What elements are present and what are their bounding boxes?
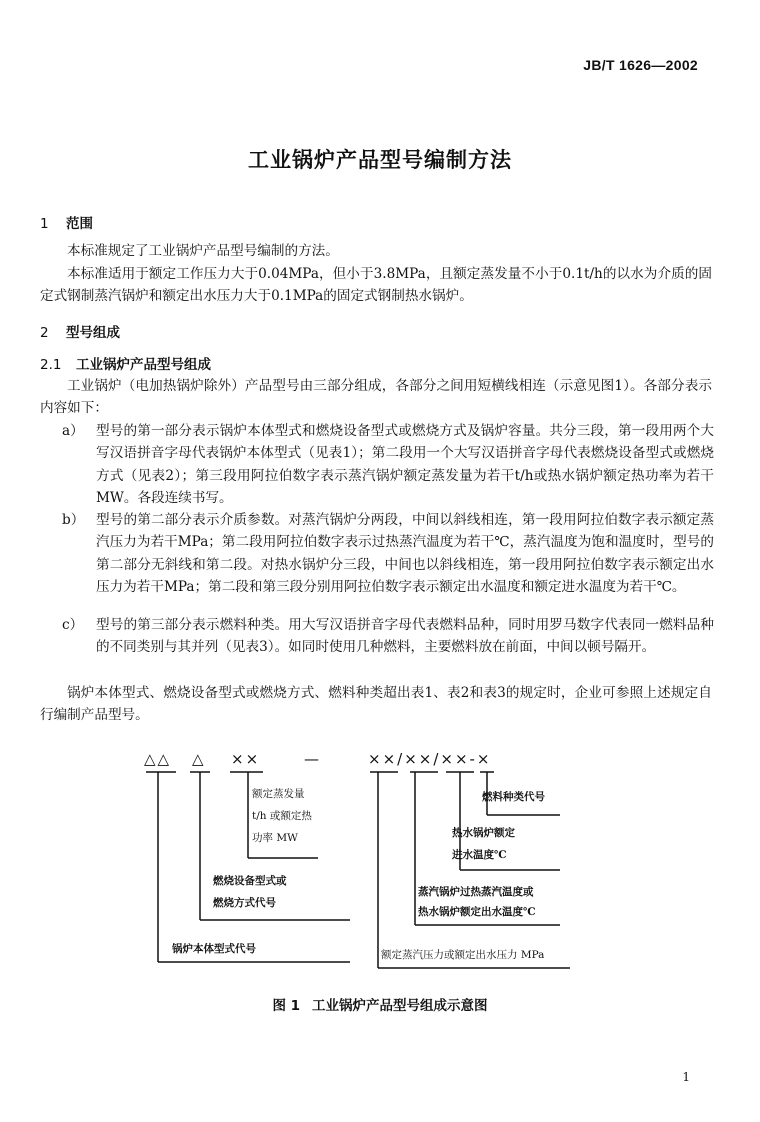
label-capacity — [252, 787, 312, 845]
label-outlet-temp — [418, 885, 536, 919]
figure-1 — [0, 740, 760, 980]
section-number: 1 — [40, 216, 49, 232]
section-title: 型号组成 — [66, 325, 120, 341]
symbol-dash: — — [304, 750, 321, 768]
label-line: 热水锅炉额定出水温度℃ — [418, 906, 536, 918]
symbol-part2: ××/××/××-× — [368, 750, 492, 768]
section-title: 范围 — [66, 216, 93, 232]
section-1-heading — [40, 212, 93, 232]
section-number: 2 — [40, 325, 49, 341]
page-number: 1 — [682, 1070, 690, 1084]
label-line: 额定蒸发量 — [252, 788, 305, 800]
label-combustion — [213, 874, 287, 910]
label-line: 燃烧方式代号 — [213, 897, 276, 909]
subsection-title: 工业锅炉产品型号组成 — [76, 357, 211, 373]
closing-paragraph: 锅炉本体型式、燃烧设备型式或燃烧方式、燃料种类超出表1、表2和表3的规定时，企业可参照上述规定自行编制产品型号。 — [40, 685, 712, 724]
label-line: 蒸汽锅炉过热蒸汽温度或 — [418, 886, 534, 898]
standard-number: JB/T 1626—2002 — [583, 57, 698, 73]
label-inlet-temp — [452, 826, 515, 862]
label-line: 燃烧设备型式或 — [213, 875, 287, 887]
figure-lines — [0, 740, 760, 980]
label-fuel: 燃料种类代号 — [482, 791, 545, 803]
symbol-capacity: ×× — [231, 750, 261, 768]
subsection-2-1-heading — [40, 353, 211, 373]
label-pressure: 额定蒸汽压力或额定出水压力 MPa — [381, 949, 545, 961]
figure-caption — [0, 994, 760, 1014]
list-item-text: 型号的第二部分表示介质参数。对蒸汽锅炉分两段，中间以斜线相连，第一段用阿拉伯数字表示额定蒸汽压力为若干MPa；第二段用阿拉伯数字表示过热蒸汽温度为若干℃，蒸汽温度为饱和温度时，型号的第二部分无斜线和第二段。对热水锅炉分三段，中间也以斜线相连，第一段用阿拉伯数字表示额定出水压力为若干MPa；第二段和第三段分别用阿拉伯数字表示额定出水温度和额定进水温度为若干℃。 — [96, 512, 714, 596]
label-line: 热水锅炉额定 — [452, 827, 515, 839]
label-line: 功率 MW — [252, 832, 298, 844]
label-line: 进水温度℃ — [452, 849, 507, 861]
symbol-combustion: △ — [192, 750, 206, 768]
list-item-a — [62, 420, 714, 510]
intro-paragraph: 工业锅炉（电加热锅炉除外）产品型号由三部分组成，各部分之间用短横线相连（示意见图1）。各部分表示内容如下： — [40, 378, 712, 417]
list-item-b — [62, 509, 714, 599]
list-marker: a） — [62, 423, 84, 439]
symbol-body-type: △△ — [144, 750, 172, 768]
subsection-number: 2.1 — [40, 357, 62, 373]
document-title: 工业锅炉产品型号编制方法 — [248, 148, 512, 172]
list-item-text: 型号的第一部分表示锅炉本体型式和燃烧设备型式或燃烧方式及锅炉容量。共分三段，第一段用两个大写汉语拼音字母代表锅炉本体型式（见表1）；第二段用一个大写汉语拼音字母代表燃烧设备型式或燃烧方式（见表2）；第三段用阿拉伯数字表示蒸汽锅炉额定蒸发量为若干t/h或热水锅炉额定热功率为若干MW。各段连续书写。 — [96, 423, 714, 507]
scope-paragraph-2: 本标准适用于额定工作压力大于0.04MPa，但小于3.8MPa，且额定蒸发量不小于0.1t/h的以水为介质的固定式钢制蒸汽锅炉和额定出水压力大于0.1MPa的固定式钢制热水锅炉。 — [40, 266, 712, 305]
list-item-text: 型号的第三部分表示燃料种类。用大写汉语拼音字母代表燃料品种，同时用罗马数字代表同一燃料品种的不同类别与其并列（见表3）。如同时使用几种燃料，主要燃料放在前面，中间以顿号隔开。 — [96, 617, 714, 656]
label-body-type: 锅炉本体型式代号 — [172, 943, 256, 955]
list-marker: b） — [62, 512, 85, 528]
figure-caption-text: 工业锅炉产品型号组成示意图 — [312, 998, 488, 1014]
scope-paragraph-1: 本标准规定了工业锅炉产品型号编制的方法。 — [67, 243, 339, 259]
figure-number: 图 1 — [272, 998, 301, 1014]
label-line: t/h 或额定热 — [252, 810, 312, 822]
section-2-heading — [40, 321, 120, 341]
list-item-c — [62, 614, 714, 659]
list-marker: c） — [62, 617, 84, 633]
